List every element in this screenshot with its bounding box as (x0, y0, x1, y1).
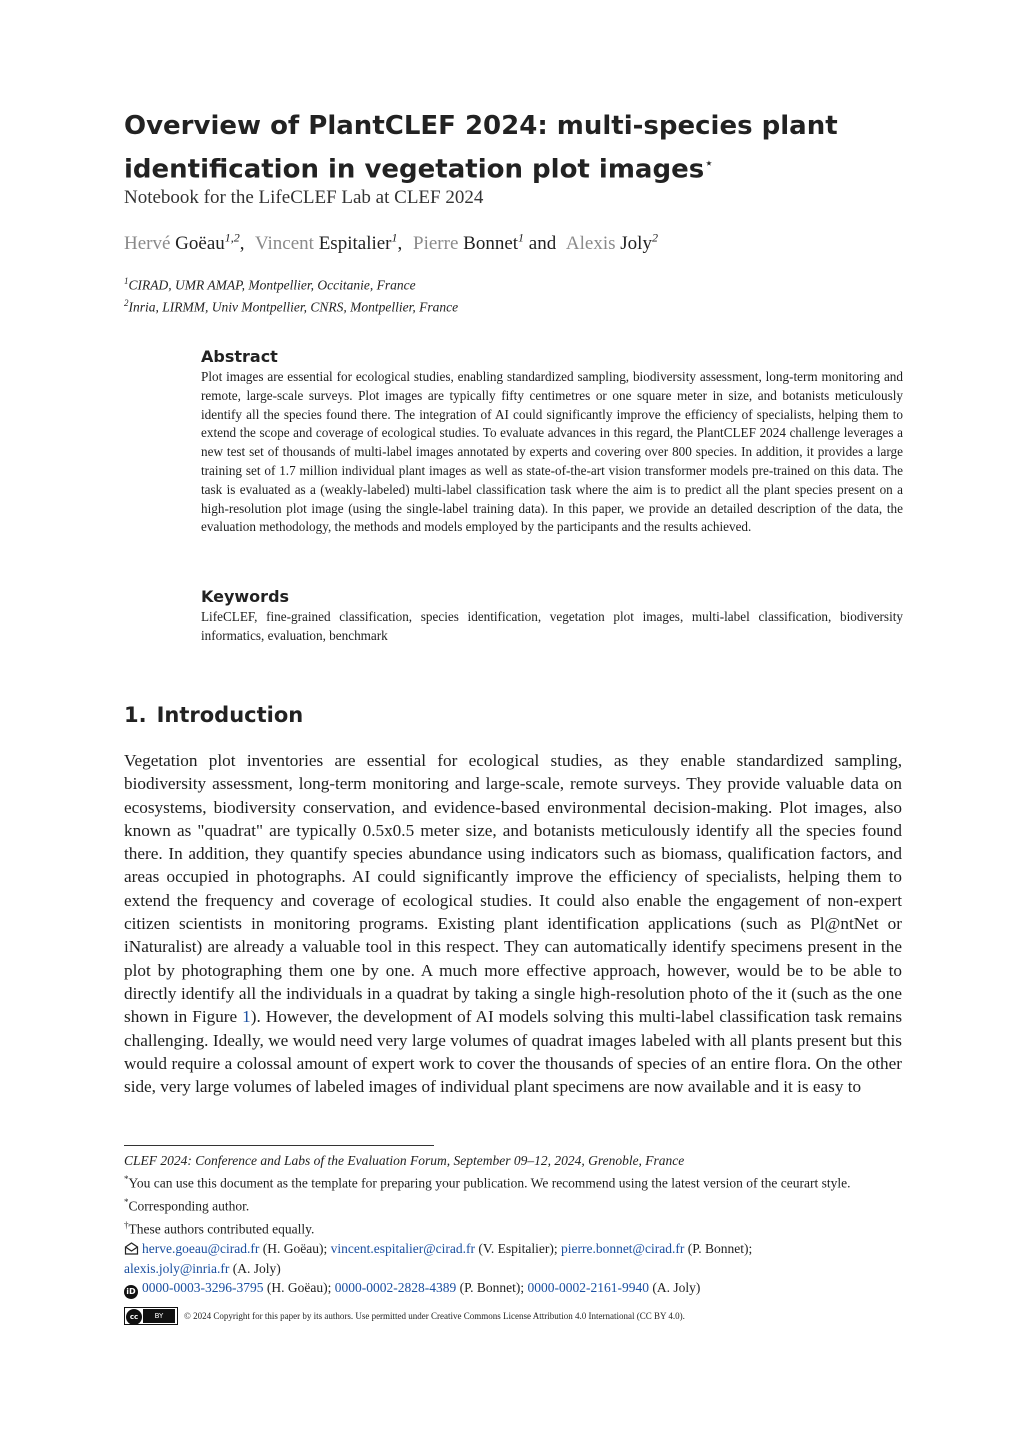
author-family-name: Espitalier (318, 233, 392, 255)
by-logo-icon: BY (143, 1309, 175, 1323)
author-separator: and (524, 233, 557, 255)
author-separator: , (239, 233, 245, 255)
cc-logo-icon: cc (126, 1309, 142, 1325)
orcid-goeau-link[interactable]: 0000-0003-3296-3795 (142, 1279, 264, 1295)
author-family-name: Joly (620, 233, 652, 255)
footnote-mark: * (124, 1174, 129, 1185)
author-affiliation-mark: 1 (518, 231, 525, 245)
email-owner: (V. Espitalier); (474, 1241, 561, 1257)
paper-subtitle: Notebook for the LifeCLEF Lab at CLEF 2024 (124, 187, 484, 208)
keywords-text: LifeCLEF, fine-grained classification, species identification, vegetation plot images, multi-label classification, biodiversity informatics, evaluation, benchmark (201, 609, 903, 643)
email-espitalier-link[interactable]: vincent.espitalier@cirad.fr (330, 1241, 475, 1257)
author-espitalier (255, 233, 408, 254)
introduction-text-part-2: ). However, the development of AI models solving this multi-label classification task remains challenging. Ideally, we would need very large volumes of quadrat images labeled with all plants present but this would require a colossal amount of expert work to cover the thousands of species of an entire flora. On the other side, very large volumes of labeled images of individual plant specimens are now available and it is easy to (124, 1007, 903, 1097)
cc-by-badge-icon (124, 1307, 178, 1325)
email-bonnet-link[interactable]: pierre.bonnet@cirad.fr (560, 1241, 685, 1257)
footnote-orcids (124, 1278, 904, 1299)
author-goeau (124, 233, 251, 254)
introduction-heading (124, 703, 303, 727)
affiliation-2 (124, 298, 458, 316)
author-given-name: Alexis (565, 233, 616, 255)
affiliation-text: Inria, LIRMM, Univ Montpellier, CNRS, Montpellier, France (128, 299, 459, 315)
footnote-mark: † (124, 1220, 129, 1231)
footnote-conference: CLEF 2024: Conference and Labs of the Evaluation Forum, September 09–12, 2024, Grenoble, France (124, 1153, 685, 1168)
email-owner: (A. Joly) (229, 1260, 281, 1276)
email-owner: (H. Goëau); (259, 1241, 331, 1257)
orcid-icon: iD (124, 1285, 138, 1299)
affiliation-mark: 1 (124, 276, 129, 286)
footnote-text: These authors contributed equally. (128, 1221, 315, 1237)
keywords-heading: Keywords (201, 587, 290, 606)
author-family-name: Goëau (175, 233, 225, 255)
figure-1-link[interactable]: 1 (242, 1007, 251, 1027)
email-joly-link[interactable]: alexis.joly@inria.fr (124, 1260, 230, 1276)
orcid-owner: (A. Joly) (649, 1279, 701, 1295)
footnotes (124, 1151, 904, 1299)
footnote-divider (124, 1145, 434, 1146)
envelope-icon (124, 1242, 139, 1255)
license-line (124, 1307, 904, 1327)
affiliation-mark: 2 (124, 298, 129, 308)
introduction-text (124, 749, 902, 1098)
author-family-name: Bonnet (463, 233, 519, 255)
orcid-bonnet-link[interactable]: 0000-0002-2828-4389 (334, 1279, 457, 1295)
author-given-name: Pierre (413, 233, 459, 255)
title-star-mark: ⋆ (704, 154, 714, 172)
orcid-owner: (P. Bonnet); (456, 1279, 528, 1295)
title-line-2: identification in vegetation plot images (124, 154, 705, 185)
orcid-owner: (H. Goëau); (263, 1279, 335, 1295)
affiliation-text: CIRAD, UMR AMAP, Montpellier, Occitanie, France (128, 277, 416, 293)
footnote-text: You can use this document as the template for preparing your publication. We recommend using the latest version of the ceurart style. (128, 1175, 851, 1191)
author-affiliation-mark: 2 (651, 231, 658, 245)
abstract-heading: Abstract (201, 347, 278, 366)
author-affiliation-mark: 1 (391, 231, 398, 245)
author-separator: , (397, 233, 403, 255)
license-text: © 2024 Copyright for this paper by its authors. Use permitted under Creative Commons License Attribution 4.0 International (CC BY 4.0). (184, 1311, 685, 1322)
author-affiliation-mark: 1,2 (224, 231, 240, 245)
orcid-joly-link[interactable]: 0000-0002-2161-9940 (527, 1279, 649, 1295)
email-owner: (P. Bonnet); (684, 1241, 753, 1257)
paper-title (124, 108, 924, 189)
author-joly (566, 233, 658, 254)
footnote-text: Corresponding author. (128, 1198, 250, 1214)
footnote-corresponding (124, 1193, 904, 1216)
affiliation-1 (124, 276, 416, 294)
author-given-name: Hervé (124, 233, 171, 255)
title-line-1: Overview of PlantCLEF 2024: multi-species plant (124, 111, 838, 141)
section-title: Introduction (156, 703, 304, 727)
author-given-name: Vincent (254, 233, 314, 255)
footnote-template-note (124, 1170, 904, 1193)
abstract-text: Plot images are essential for ecological studies, enabling standardized sampling, biodiversity assessment, long-term monitoring and remote, large-scale surveys. Plot images are typically fifty centimetres or one square meter in size, and botanists meticulously identify all the species found there. The integration of AI could significantly improve the efficiency of specialists, helping them to extend the scope and coverage of ecological studies. To evaluate advances in this regard, the PlantCLEF 2024 challenge leverages a new test set of thousands of multi-label images annotated by experts and covering over 800 species. In addition, it provides a large training set of 1.7 million individual plant images as well as state-of-the-art vision transformer models pre-trained on this data. The task is evaluated as a (weakly-labeled) multi-label classification task where the aim is to predict all the plant species present on a high-resolution plot image (using the single-label training data). In this paper, we provide an detailed description of the data, the evaluation methodology, the methods and models employed by the participants and the results achieved. (201, 369, 903, 535)
introduction-text-part-1: Vegetation plot inventories are essential for ecological studies, as they enable standardized sampling, biodiversity assessment, long-term monitoring and large-scale, remote surveys. They provide valuable data on ecosystems, biodiversity conservation, and evidence-based environmental decision-making. Plot images, also known as "quadrat" are typically 0.5x0.5 meter size, and botanists meticulously identify all the species found there. In addition, they quantify species abundance using indicators such as biomass, qualification factors, and areas occupied in photographs. AI could significantly improve the efficiency of specialists, helping them to extend the frequency and coverage of ecological studies. It could also enable the engagement of non-expert citizen scientists in monitoring programs. Existing plant identification applications (such as Pl@ntNet or iNaturalist) are already a valuable tool in this respect. They can automatically identify specimens present in the plot by photographing them one by one. A much more effective approach, however, would be to be able to directly identify all the individuals in a quadrat by taking a single high-resolution photo of the it (such as the one shown in Figure (124, 751, 902, 1027)
email-goeau-link[interactable]: herve.goeau@cirad.fr (142, 1241, 260, 1257)
section-number: 1. (124, 703, 147, 727)
author-list (124, 231, 658, 255)
footnote-emails (124, 1239, 904, 1278)
author-bonnet (413, 233, 562, 254)
footnote-equal-contribution (124, 1216, 904, 1239)
footnote-mark: * (124, 1197, 129, 1208)
